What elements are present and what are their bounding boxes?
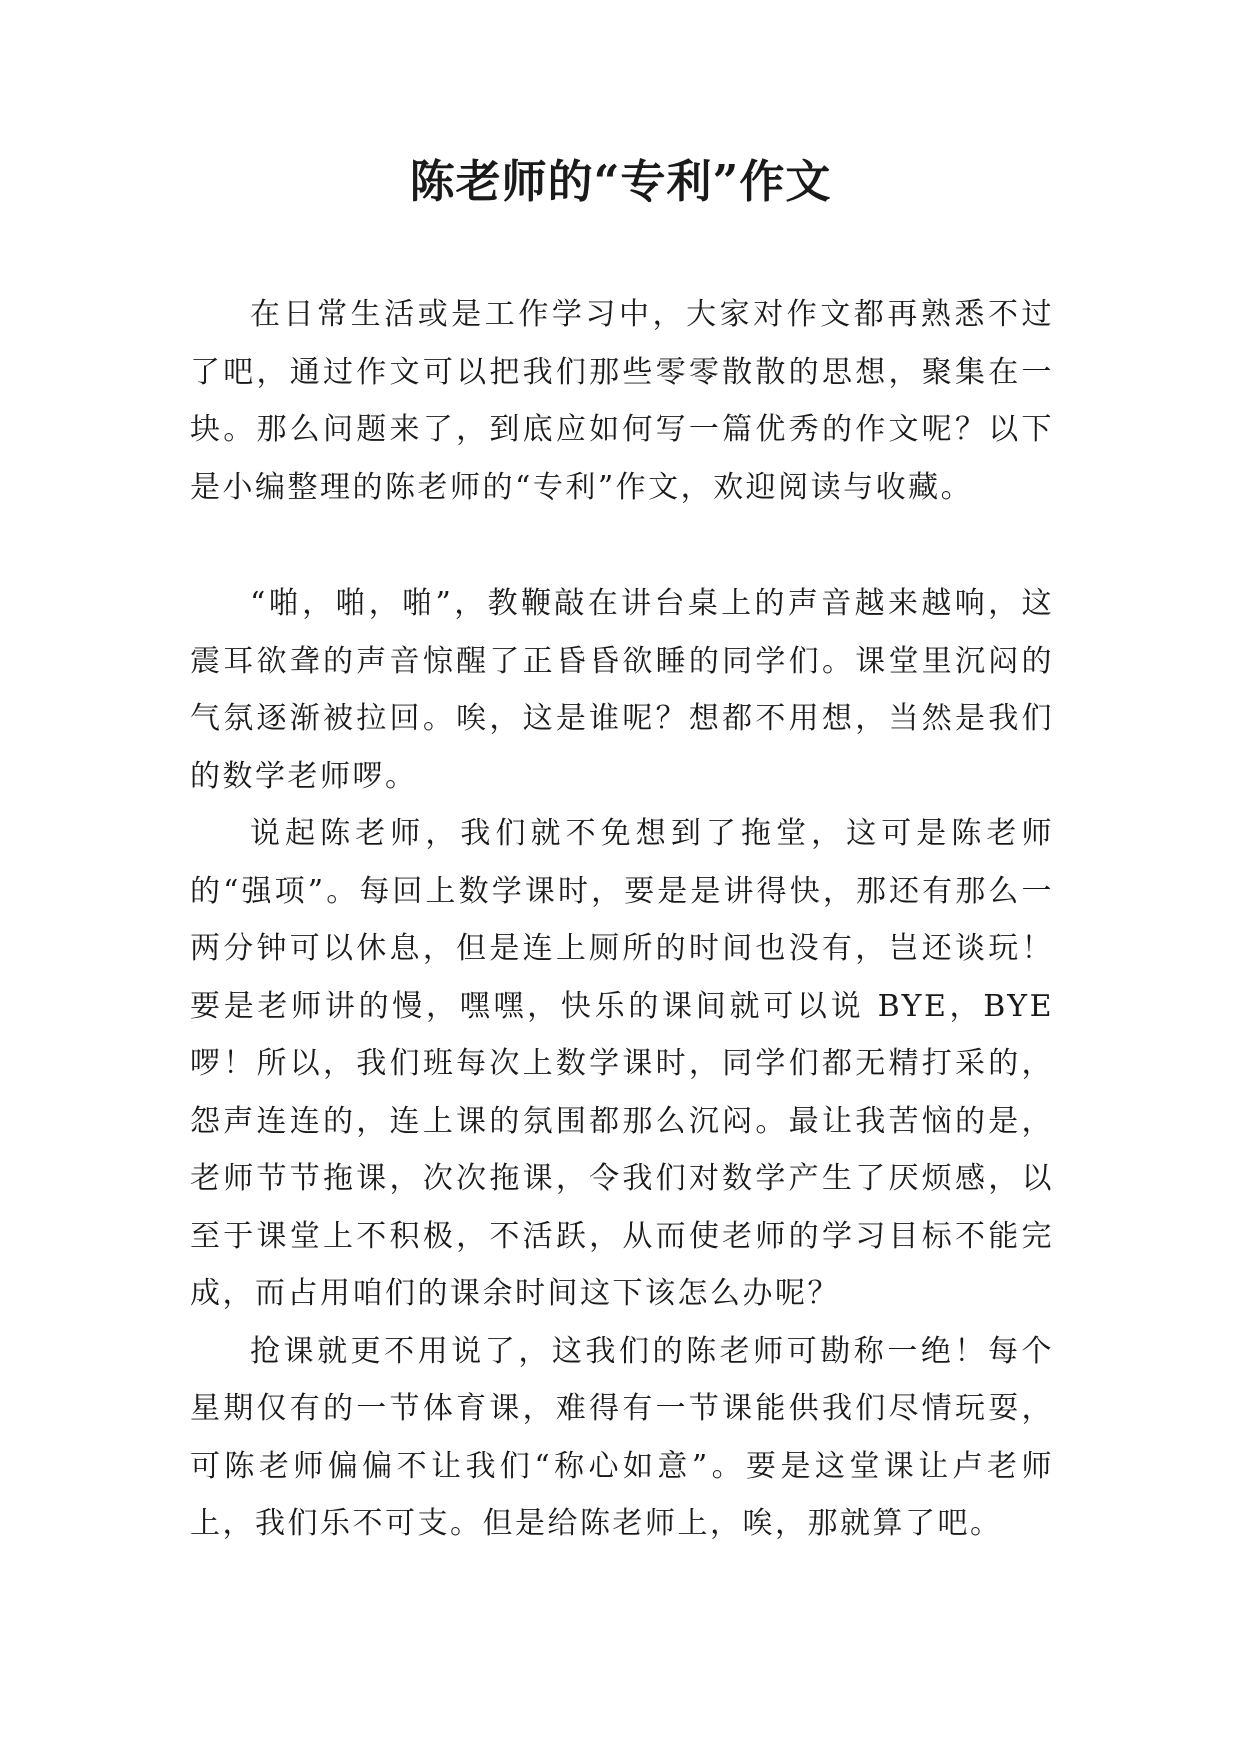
essay-paragraph-3: 抢课就更不用说了，这我们的陈老师可勘称一绝！每个星期仅有的一节体育课，难得有一节课能供我们尽情玩耍，可陈老师偏偏不让我们“称心如意”。要是这堂课让卢老师上，我们乐不可支。但是给陈老师上，唉，那就算了吧。	[190, 1333, 1054, 1541]
intro-section	[190, 286, 1054, 516]
intro-paragraph: 在日常生活或是工作学习中，大家对作文都再熟悉不过了吧，通过作文可以把我们那些零零散散的思想，聚集在一块。那么问题来了，到底应如何写一篇优秀的作文呢？以下是小编整理的陈老师的“专利”作文，欢迎阅读与收藏。	[190, 297, 1054, 505]
essay-paragraph-1: “啪，啪，啪”，教鞭敲在讲台桌上的声音越来越响，这震耳欲聋的声音惊醒了正昏昏欲睡的同学们。课堂里沉闷的气氛逐渐被拉回。唉，这是谁呢？想都不用想，当然是我们的数学老师啰。	[190, 586, 1054, 794]
essay-paragraph-2: 说起陈老师，我们就不免想到了拖堂，这可是陈老师的“强项”。每回上数学课时，要是是讲得快，那还有那么一两分钟可以休息，但是连上厕所的时间也没有，岂还谈玩！要是老师讲的慢，嘿嘿，快乐的课间就可以说 BYE，BYE 啰！所以，我们班每次上数学课时，同学们都无精打采的，怨声连连的，连上课的氛围都那么沉闷。最让我苦恼的是，老师节节拖课，次次拖课，令我们对数学产生了厌烦感，以至于课堂上不积极，不活跃，从而使老师的学习目标不能完成，而占用咱们的课余时间这下该怎么办呢？	[190, 816, 1054, 1311]
essay-body	[190, 575, 1054, 1553]
document-title: 陈老师的“专利”作文	[409, 155, 832, 208]
